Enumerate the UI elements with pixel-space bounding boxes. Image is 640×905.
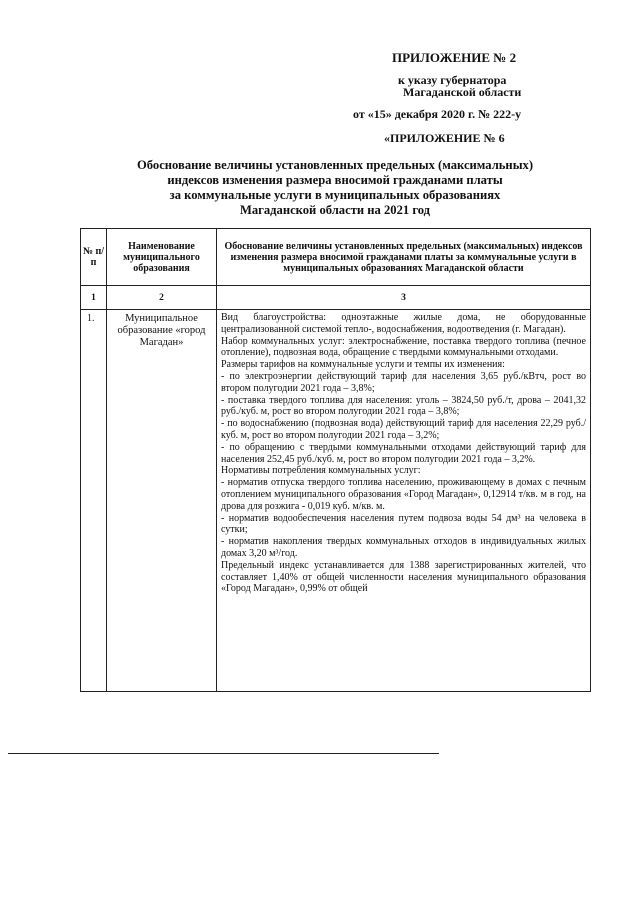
paragraph-waste-norm: - норматив накопления твердых коммунальных отходов в индивидуальных жилых домах 3,20 м³/год. xyxy=(221,536,586,559)
title-line: Магаданской области на 2021 год xyxy=(239,203,431,217)
municipality-name: Муниципальное образование «город Магадан» xyxy=(107,310,217,692)
column-number-row xyxy=(81,286,591,310)
paragraph-services-set: Набор коммунальных услуг: электроснабжение, поставка твердого топлива (печное отопление), подвозная вода, обращение с твердыми коммунальными отходами. xyxy=(221,335,586,359)
document-title xyxy=(80,158,590,218)
justification-table xyxy=(80,228,591,692)
column-number: 3 xyxy=(217,286,591,310)
paragraph-water-norm: - норматив водообеспечения населения путем подвоза воды 54 дм³ на человека в сутки; xyxy=(221,512,586,536)
decree-line-2: Магаданской области xyxy=(403,85,522,99)
appendix-6-title: «ПРИЛОЖЕНИЕ № 6 xyxy=(384,131,505,145)
footnote-divider xyxy=(8,753,439,754)
table-header-row xyxy=(81,229,591,286)
justification-text xyxy=(217,310,591,692)
header-number: № п/п xyxy=(81,229,107,286)
row-number: 1. xyxy=(81,310,107,692)
paragraph-fuel-norm: - норматив отпуска твердого топлива населению, проживающему в домах с печным отоплением муниципального образования «Город Магадан», 0,12914 т/кв. м в год, на дрова для розжига - 0,019 куб. м/кв. м. xyxy=(221,477,586,512)
title-line: Обоснование величины установленных предельных (максимальных) xyxy=(136,158,534,172)
header-municipality: Наименование муниципального образования xyxy=(107,229,217,286)
paragraph-index-basis: Предельный индекс устанавливается для 1388 зарегистрированных жителей, что составляет 1,40% от общей численности населения муниципального образования «Город Магадан», 0,99% от общей xyxy=(221,559,586,595)
paragraph-norms-heading: Нормативы потребления коммунальных услуг: xyxy=(221,465,421,477)
decree-line-1: к указу губернатора xyxy=(398,73,507,87)
paragraph-electricity-tariff: - по электроэнергии действующий тариф для населения 3,65 руб./кВтч, рост во втором полугодии 2021 года – 3,8%; xyxy=(221,370,586,394)
title-line: за коммунальные услуги в муниципальных образованиях xyxy=(169,188,501,202)
decree-date: от «15» декабря 2020 г. № 222-у xyxy=(353,107,522,121)
appendix-title: ПРИЛОЖЕНИЕ № 2 xyxy=(392,50,517,65)
column-number: 2 xyxy=(107,286,217,310)
column-number: 1 xyxy=(81,286,107,310)
paragraph-improvement-type: Вид благоустройства: одноэтажные жилые дома, не оборудованные централизованной системой тепло-, водоснабжения, водоотведения (г. Магадан). xyxy=(221,312,586,335)
paragraph-waste-tariff: - по обращению с твердыми коммунальными отходами действующий тариф для населения 252,45 руб./куб. м, рост во втором полугодии 2021 года – 3,2%. xyxy=(221,441,586,465)
table-row xyxy=(81,310,591,692)
paragraph-tariffs-heading: Размеры тарифов на коммунальные услуги и темпы их изменения: xyxy=(221,359,505,371)
paragraph-fuel-tariff: - поставка твердого топлива для населения: уголь – 3824,50 руб./т, дрова – 2041,32 руб./куб. м, рост во втором полугодии 2021 года – 3,8%; xyxy=(221,394,586,418)
title-line: индексов изменения размера вносимой гражданами платы xyxy=(167,173,503,187)
paragraph-water-tariff: - по водоснабжению (подвозная вода) действующий тариф для населения 22,29 руб./куб. м, рост во втором полугодии 2021 года – 3,2%; xyxy=(221,418,586,441)
header-justification: Обоснование величины установленных предельных (максимальных) индексов изменения размера вносимой гражданами платы за коммунальные услуги в муниципальных образованиях Магаданской области xyxy=(217,229,591,286)
